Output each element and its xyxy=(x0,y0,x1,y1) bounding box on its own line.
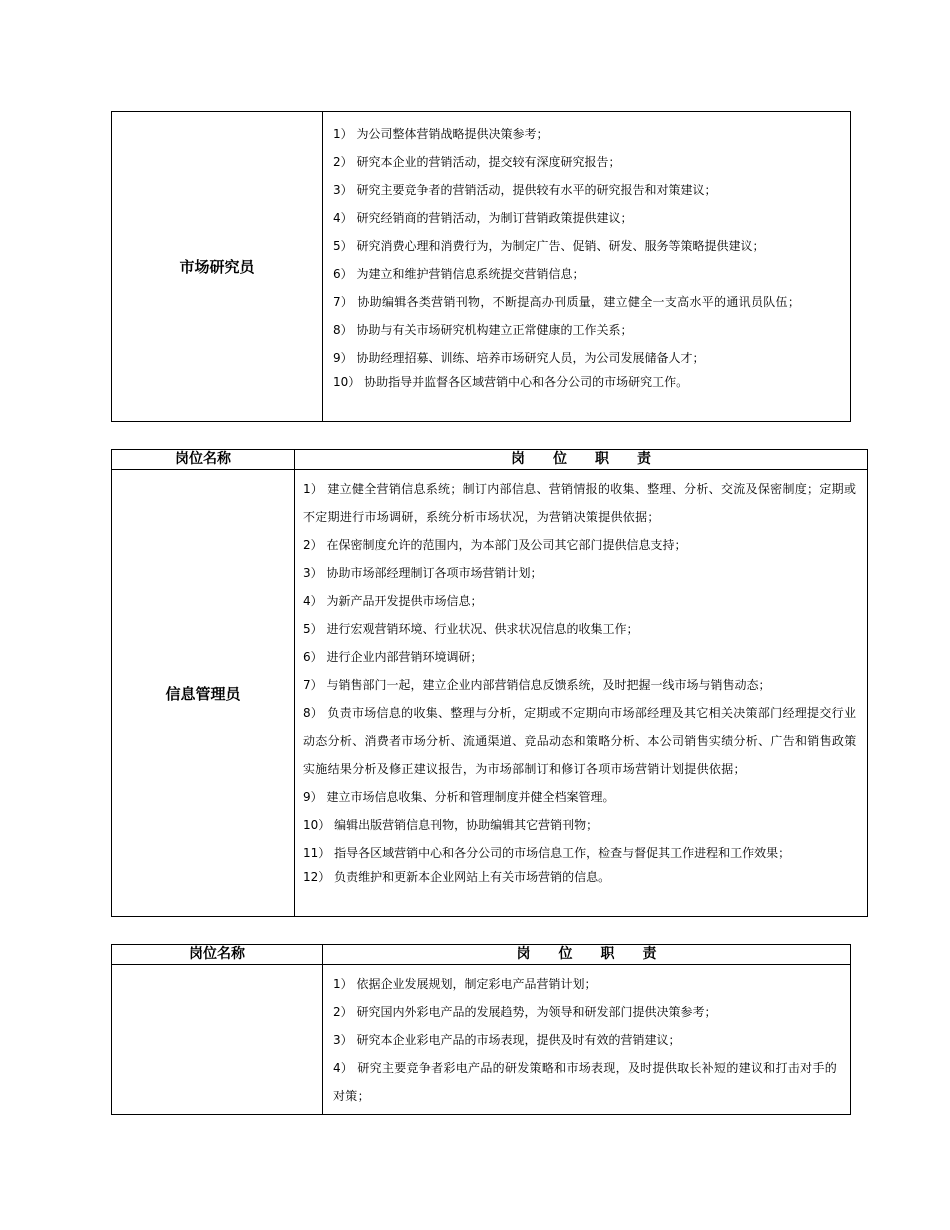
duty-item: 1） 依据企业发展规划，制定彩电产品营销计划； xyxy=(333,977,597,991)
duty-item: 2） 在保密制度允许的范围内，为本部门及公司其它部门提供信息支持； xyxy=(303,538,687,552)
duty-item: 10） 编辑出版营销信息刊物，协助编辑其它营销刊物； xyxy=(303,818,599,832)
duty-item: 5） 进行宏观营销环境、行业状况、供求状况信息的收集工作； xyxy=(303,622,639,636)
header-position-duty: 岗 位 职 责 xyxy=(295,450,868,470)
duty-item: 3） 研究本企业彩电产品的市场表现，提供及时有效的营销建议； xyxy=(333,1033,681,1047)
position-name: 信息管理员 xyxy=(112,470,295,917)
duty-item: 4） 研究主要竞争者彩电产品的研发策略和市场表现，及时提供取长补短的建议和打击对手的对策； xyxy=(333,1061,838,1103)
duty-item: 4） 为新产品开发提供市场信息； xyxy=(303,594,483,608)
duty-item: 4） 研究经销商的营销活动，为制订营销政策提供建议； xyxy=(333,211,633,225)
duty-item: 3） 协助市场部经理制订各项市场营销计划； xyxy=(303,566,543,580)
table-info-manager xyxy=(111,449,868,917)
duty-item: 1） 建立健全营销信息系统；制订内部信息、营销情报的收集、整理、分析、交流及保密制度；定期或不定期进行市场调研，系统分析市场状况，为营销决策提供依据； xyxy=(303,482,857,524)
position-name: 市场研究员 xyxy=(112,112,323,422)
position-name xyxy=(112,965,323,1115)
duty-item: 6） 为建立和维护营销信息系统提交营销信息； xyxy=(333,267,585,281)
duty-item: 5） 研究消费心理和消费行为，为制定广告、促销、研发、服务等策略提供建议； xyxy=(333,239,765,253)
header-position-duty: 岗 位 职 责 xyxy=(323,945,851,965)
duty-item: 3） 研究主要竞争者的营销活动，提供较有水平的研究报告和对策建议； xyxy=(333,183,717,197)
duty-item: 2） 研究本企业的营销活动，提交较有深度研究报告； xyxy=(333,155,621,169)
duty-item: 2） 研究国内外彩电产品的发展趋势，为领导和研发部门提供决策参考； xyxy=(333,1005,717,1019)
table-tv-product xyxy=(111,944,851,1115)
duty-item: 7） 与销售部门一起，建立企业内部营销信息反馈系统，及时把握一线市场与销售动态； xyxy=(303,678,771,692)
duty-item: 9） 协助经理招募、训练、培养市场研究人员，为公司发展储备人才； xyxy=(333,351,705,365)
duties-cell xyxy=(295,470,868,917)
duty-item: 11） 指导各区域营销中心和各分公司的市场信息工作，检查与督促其工作进程和工作效果； xyxy=(303,846,791,860)
duty-item: 1） 为公司整体营销战略提供决策参考； xyxy=(333,127,549,141)
duty-item: 8） 负责市场信息的收集、整理与分析，定期或不定期向市场部经理及其它相关决策部门经理提交行业动态分析、消费者市场分析、流通渠道、竞品动态和策略分析、本公司销售实绩分析、广告和销售政策实施结果分析及修正建议报告，为市场部制订和修订各项市场营销计划提供依据； xyxy=(303,706,857,776)
duty-item: 7） 协助编辑各类营销刊物，不断提高办刊质量，建立健全一支高水平的通讯员队伍； xyxy=(333,295,801,309)
header-position-name: 岗位名称 xyxy=(112,450,295,470)
duty-item: 10） 协助指导并监督各区域营销中心和各分公司的市场研究工作。 xyxy=(333,375,689,389)
duties-cell xyxy=(323,112,851,422)
table-market-researcher xyxy=(111,111,851,422)
duty-item: 6） 进行企业内部营销环境调研； xyxy=(303,650,483,664)
header-position-name: 岗位名称 xyxy=(112,945,323,965)
duty-item: 9） 建立市场信息收集、分析和管理制度并健全档案管理。 xyxy=(303,790,615,804)
duties-cell xyxy=(323,965,851,1115)
duty-item: 12） 负责维护和更新本企业网站上有关市场营销的信息。 xyxy=(303,870,611,884)
duty-item: 8） 协助与有关市场研究机构建立正常健康的工作关系； xyxy=(333,323,633,337)
